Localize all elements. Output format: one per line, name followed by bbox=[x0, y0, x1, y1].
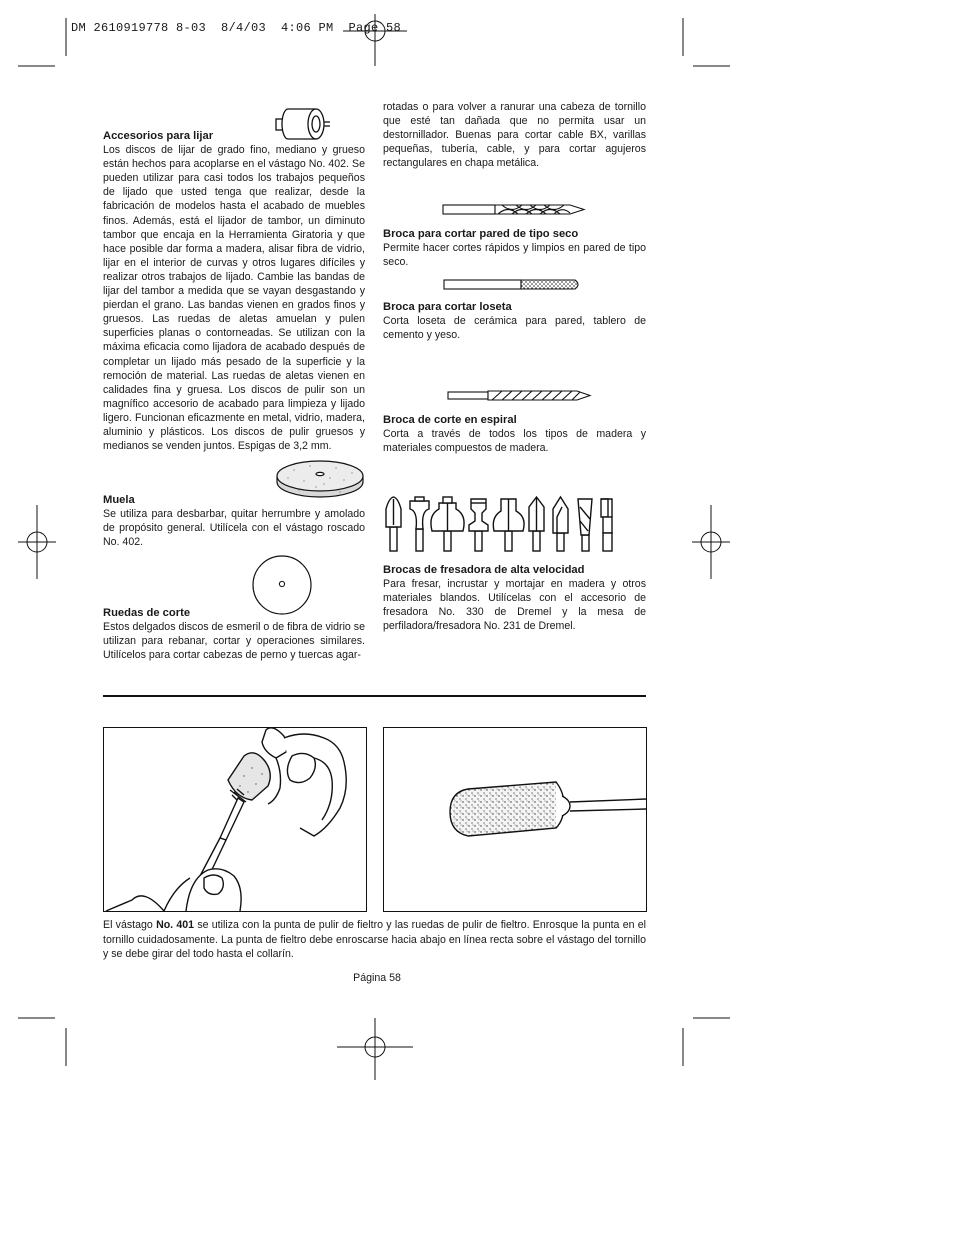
body-router: Para fresar, incrustar y mortajar en madera y otros materiales blandos. Utilícelas con el accesorio de fresadora No. 330 de Dremel y la mesa de perfiladora/fresadora No. 231 de Dremel. bbox=[383, 578, 646, 633]
figure-hand-mandrel bbox=[103, 727, 367, 912]
section-continuation bbox=[383, 100, 646, 170]
section-ruedas bbox=[103, 606, 365, 662]
heading-spiral: Broca de corte en espiral bbox=[383, 414, 517, 426]
heading-drywall: Broca para cortar pared de tipo seco bbox=[383, 228, 579, 240]
body-continuation: rotadas o para volver a ranurar una cabeza de tornillo que esté tan dañada que no permita usar un destornillador. Buenas para cortar cable BX, varillas pequeñas, tubería, cable, y para cortar agujeros rectangulares en chapa metálica. bbox=[383, 101, 646, 170]
hand-mandrel-illustration bbox=[104, 728, 366, 911]
drywall-bit-icon bbox=[442, 203, 588, 217]
felt-tip-illustration bbox=[384, 728, 646, 911]
section-drywall bbox=[383, 227, 646, 269]
section-router bbox=[383, 563, 646, 633]
body-ruedas: Estos delgados discos de esmeril o de fibra de vidrio se utilizan para rebanar, cortar y operaciones similares. Utilícelos para cortar cabezas de perno y tuercas agar- bbox=[103, 621, 365, 662]
heading-tile: Broca para cortar loseta bbox=[383, 301, 512, 313]
caption-mandrel-number: No. 401 bbox=[156, 919, 195, 931]
figure-caption bbox=[103, 918, 646, 962]
body-drywall: Permite hacer cortes rápidos y limpios en pared de tipo seco. bbox=[383, 242, 646, 269]
section-tile bbox=[383, 300, 646, 342]
spiral-bit-icon bbox=[447, 389, 593, 403]
section-sanding bbox=[103, 129, 365, 453]
caption-before: El vástago bbox=[103, 919, 157, 931]
body-spiral: Corta a través de todos los tipos de madera y materiales compuestos de madera. bbox=[383, 428, 646, 455]
heading-ruedas: Ruedas de corte bbox=[103, 607, 191, 619]
body-tile: Corta loseta de cerámica para pared, tablero de cemento y yeso. bbox=[383, 315, 646, 342]
section-divider bbox=[103, 695, 646, 697]
body-sanding: Los discos de lijar de grado fino, mediano y grueso están hechos para acoplarse en el vástago No. 402. Se pueden utilizar para casi todos los trabajos pequeños de lijado que usted tenga que realizar, desde la fabricación de modelos hasta el acabado de muebles finos. Además, está el lijador de tambor, un diminuto tambor que encaja en la Herramienta Giratoria y que hace posible dar forma a madera, alisar fibra de vidrio, lijar en el interior de curvas y otros lugares difíciles y realizar otros trabajos de lijado. Cambie las bandas de lijar del tambor a medida que se vayan desgastando y pierdan el grano. Las bandas vienen en grados finos y gruesos. Las ruedas de aletas amuelan y pulen superficies planas o contorneadas. Se utilizan con la máxima eficacia como lijadora de acabado después de completar un lijado más pesado de la superficie y la remoción de material. Las ruedas de aletas vienen en calidades fina y gruesa. Los discos de pulir son un magnífico accesorio de acabado para limpieza y lijado ligero. Funcionan eficazmente en metal, vidrio, madera, aluminio y plásticos. Los discos de pulir gruesos y medianos se venden juntos. Espigas de 3,2 mm. bbox=[103, 144, 365, 453]
section-muela bbox=[103, 493, 365, 549]
page-number: Página 58 bbox=[353, 972, 401, 984]
cutting-wheel-icon bbox=[251, 554, 313, 616]
body-muela: Se utiliza para desbarbar, quitar herrumbre y amolado de propósito general. Utilícela con el vástago roscado No. 402. bbox=[103, 508, 365, 549]
heading-router: Brocas de fresadora de alta velocidad bbox=[383, 564, 585, 576]
router-bits-icon bbox=[381, 495, 647, 555]
print-slug: DM 2610919778 8-03 8/4/03 4:06 PM Page 58 bbox=[71, 21, 402, 35]
section-spiral bbox=[383, 413, 646, 455]
heading-sanding: Accesorios para lijar bbox=[103, 130, 214, 142]
caption-after: se utiliza con la punta de pulir de fieltro y las ruedas de pulir de fieltro. Enrosque la punta en el tornillo cuidadosamente. La punta de fieltro debe enroscarse hacia abajo en línea recta sobre el vástago del tornillo y se debe girar del todo hasta el collarín. bbox=[103, 919, 646, 961]
heading-muela: Muela bbox=[103, 494, 135, 506]
tile-bit-icon bbox=[443, 279, 583, 291]
grinding-stone-icon bbox=[274, 456, 366, 500]
figure-felt-tip bbox=[383, 727, 647, 912]
drum-sander-icon bbox=[274, 106, 334, 146]
